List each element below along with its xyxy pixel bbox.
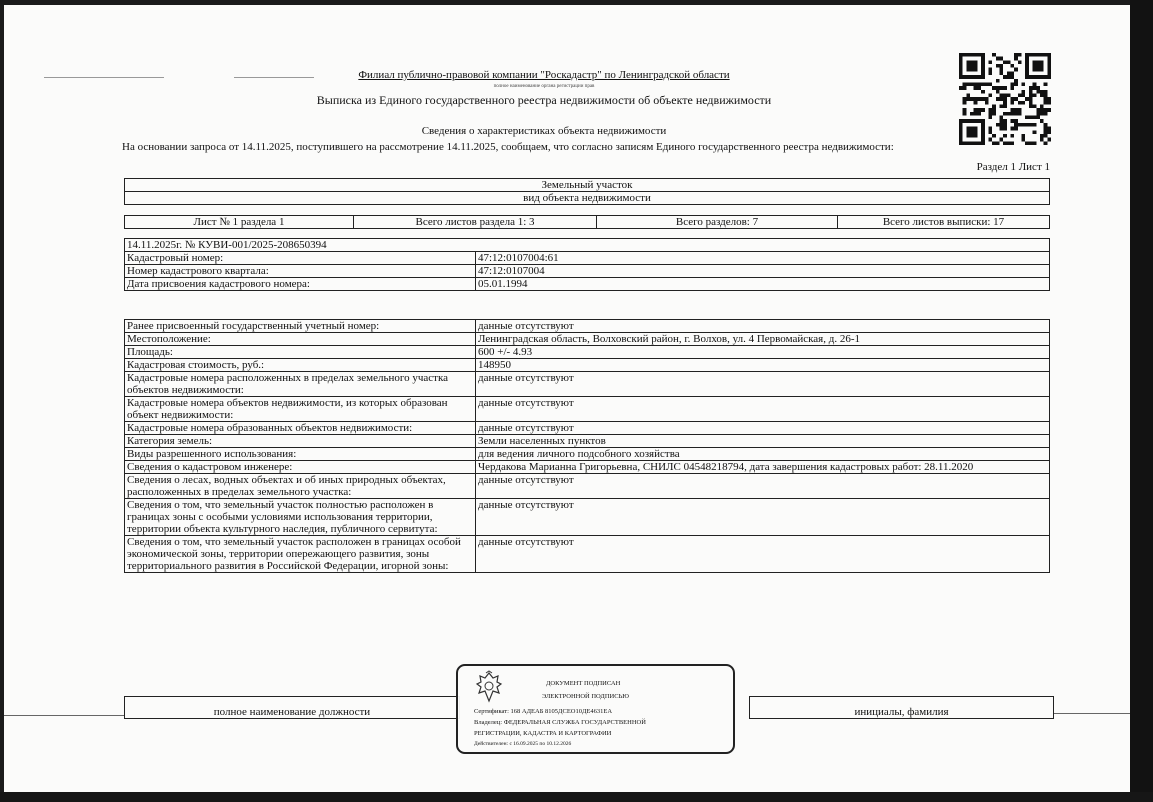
table-row [125, 461, 1050, 474]
scanner-edge-right [1130, 0, 1153, 802]
row-label: Кадастровые номера расположенных в пределах земельного участка объектов недвижимости: [125, 372, 476, 397]
stamp-line-2: ЭЛЕКТРОННОЙ ПОДПИСЬЮ [542, 693, 629, 700]
stamp-line-1: ДОКУМЕНТ ПОДПИСАН [546, 680, 621, 687]
total-sections: Всего разделов: 7 [597, 216, 838, 229]
row-value: Ленинградская область, Волховский район, г. Волхов, ул. 4 Первомайская, д. 26-1 [476, 333, 1050, 346]
table-row [125, 278, 1050, 291]
electronic-signature-stamp [456, 664, 735, 754]
stamp-owner-cont: РЕГИСТРАЦИИ, КАДАСТРА И КАРТОГРАФИИ [474, 730, 612, 737]
total-sheets-extract: Всего листов выписки: 17 [838, 216, 1050, 229]
table-row [125, 474, 1050, 499]
table-row [125, 435, 1050, 448]
row-value: 47:12:0107004 [476, 265, 1050, 278]
row-label: Ранее присвоенный государственный учетный номер: [125, 320, 476, 333]
table-row [125, 372, 1050, 397]
table-row [125, 265, 1050, 278]
cadastral-table [124, 238, 1050, 291]
row-value: данные отсутствуют [476, 372, 1050, 397]
row-label: Местоположение: [125, 333, 476, 346]
sheets-table [124, 215, 1050, 229]
document-title: Выписка из Единого государственного реестра недвижимости об объекте недвижимости [316, 93, 772, 107]
emblem-icon [474, 670, 504, 704]
row-label: Дата присвоения кадастрового номера: [125, 278, 476, 291]
extract-date-number: 14.11.2025г. № КУВИ-001/2025-208650394 [125, 239, 1050, 252]
row-value: Земли населенных пунктов [476, 435, 1050, 448]
row-value: 47:12:0107004:61 [476, 252, 1050, 265]
table-row [125, 320, 1050, 333]
row-label: Сведения о лесах, водных объектах и об иных природных объектах, расположенных в пределах земельного участка: [125, 474, 476, 499]
row-value: данные отсутствуют [476, 536, 1050, 573]
table-row [125, 333, 1050, 346]
table-row [125, 536, 1050, 573]
table-row [125, 499, 1050, 536]
row-value: для ведения личного подсобного хозяйства [476, 448, 1050, 461]
row-value: 148950 [476, 359, 1050, 372]
name-caption: инициалы, фамилия [750, 697, 1054, 719]
document-subtitle: Сведения о характеристиках объекта недвижимости [421, 125, 667, 137]
row-value: данные отсутствуют [476, 422, 1050, 435]
scanner-edge-bottom [0, 792, 1153, 802]
scan-artifact [1054, 713, 1130, 714]
section-label: Раздел 1 Лист 1 [976, 161, 1050, 173]
row-value: 600 +/- 4.93 [476, 346, 1050, 359]
scan-artifact [4, 715, 124, 716]
row-label: Кадастровая стоимость, руб.: [125, 359, 476, 372]
sheet-number: Лист № 1 раздела 1 [125, 216, 354, 229]
object-type: Земельный участок [125, 179, 1050, 192]
position-caption: полное наименование должности [125, 697, 460, 719]
row-value: данные отсутствуют [476, 397, 1050, 422]
row-label: Сведения о кадастровом инженере: [125, 461, 476, 474]
object-type-table [124, 178, 1050, 205]
row-value: данные отсутствуют [476, 320, 1050, 333]
row-label: Сведения о том, что земельный участок расположен в границах особой экономической зоны, территории опережающего развития, зоны территориального развития в Российской Федерации, игорной зоны: [125, 536, 476, 573]
organization-name: Филиал публично-правовой компании "Роскадастр" по Ленинградской области [358, 69, 730, 81]
object-type-caption: вид объекта недвижимости [125, 192, 1050, 205]
organization-caption: полное наименование органа регистрации прав [493, 84, 595, 89]
table-row [125, 252, 1050, 265]
row-label: Кадастровый номер: [125, 252, 476, 265]
table-row [125, 448, 1050, 461]
table-row [125, 346, 1050, 359]
row-value: данные отсутствуют [476, 474, 1050, 499]
details-table [124, 319, 1050, 573]
document-page [4, 5, 1130, 792]
row-label: Кадастровые номера объектов недвижимости, из которых образован объект недвижимости: [125, 397, 476, 422]
qr-code-icon [959, 53, 1051, 145]
row-label: Сведения о том, что земельный участок полностью расположен в границах зоны с особыми условиями использования территории, территории объекта культурного наследия, публичного сервитута: [125, 499, 476, 536]
row-label: Категория земель: [125, 435, 476, 448]
table-row [125, 422, 1050, 435]
request-basis: На основании запроса от 14.11.2025, поступившего на рассмотрение 14.11.2025, сообщаем, что согласно записям Единого государственного реестра недвижимости: [122, 141, 894, 153]
row-label: Номер кадастрового квартала: [125, 265, 476, 278]
row-label: Площадь: [125, 346, 476, 359]
row-value: данные отсутствуют [476, 499, 1050, 536]
table-row [125, 359, 1050, 372]
row-label: Кадастровые номера образованных объектов недвижимости: [125, 422, 476, 435]
row-value: 05.01.1994 [476, 278, 1050, 291]
table-row [125, 397, 1050, 422]
stamp-validity: Действителен: с 16.09.2025 по 10.12.2026 [474, 741, 572, 747]
total-sheets-section: Всего листов раздела 1: 3 [354, 216, 597, 229]
row-label: Виды разрешенного использования: [125, 448, 476, 461]
stamp-certificate: Сертификат: 168 АДЕАБ 8105ДСЕО10ДЕ4631ЕА [474, 708, 613, 715]
row-value: Чердакова Марианна Григорьевна, СНИЛС 04548218794, дата завершения кадастровых работ: 28.11.2020 [476, 461, 1050, 474]
stamp-owner: Владелец: ФЕДЕРАЛЬНАЯ СЛУЖБА ГОСУДАРСТВЕННОЙ [474, 719, 646, 726]
